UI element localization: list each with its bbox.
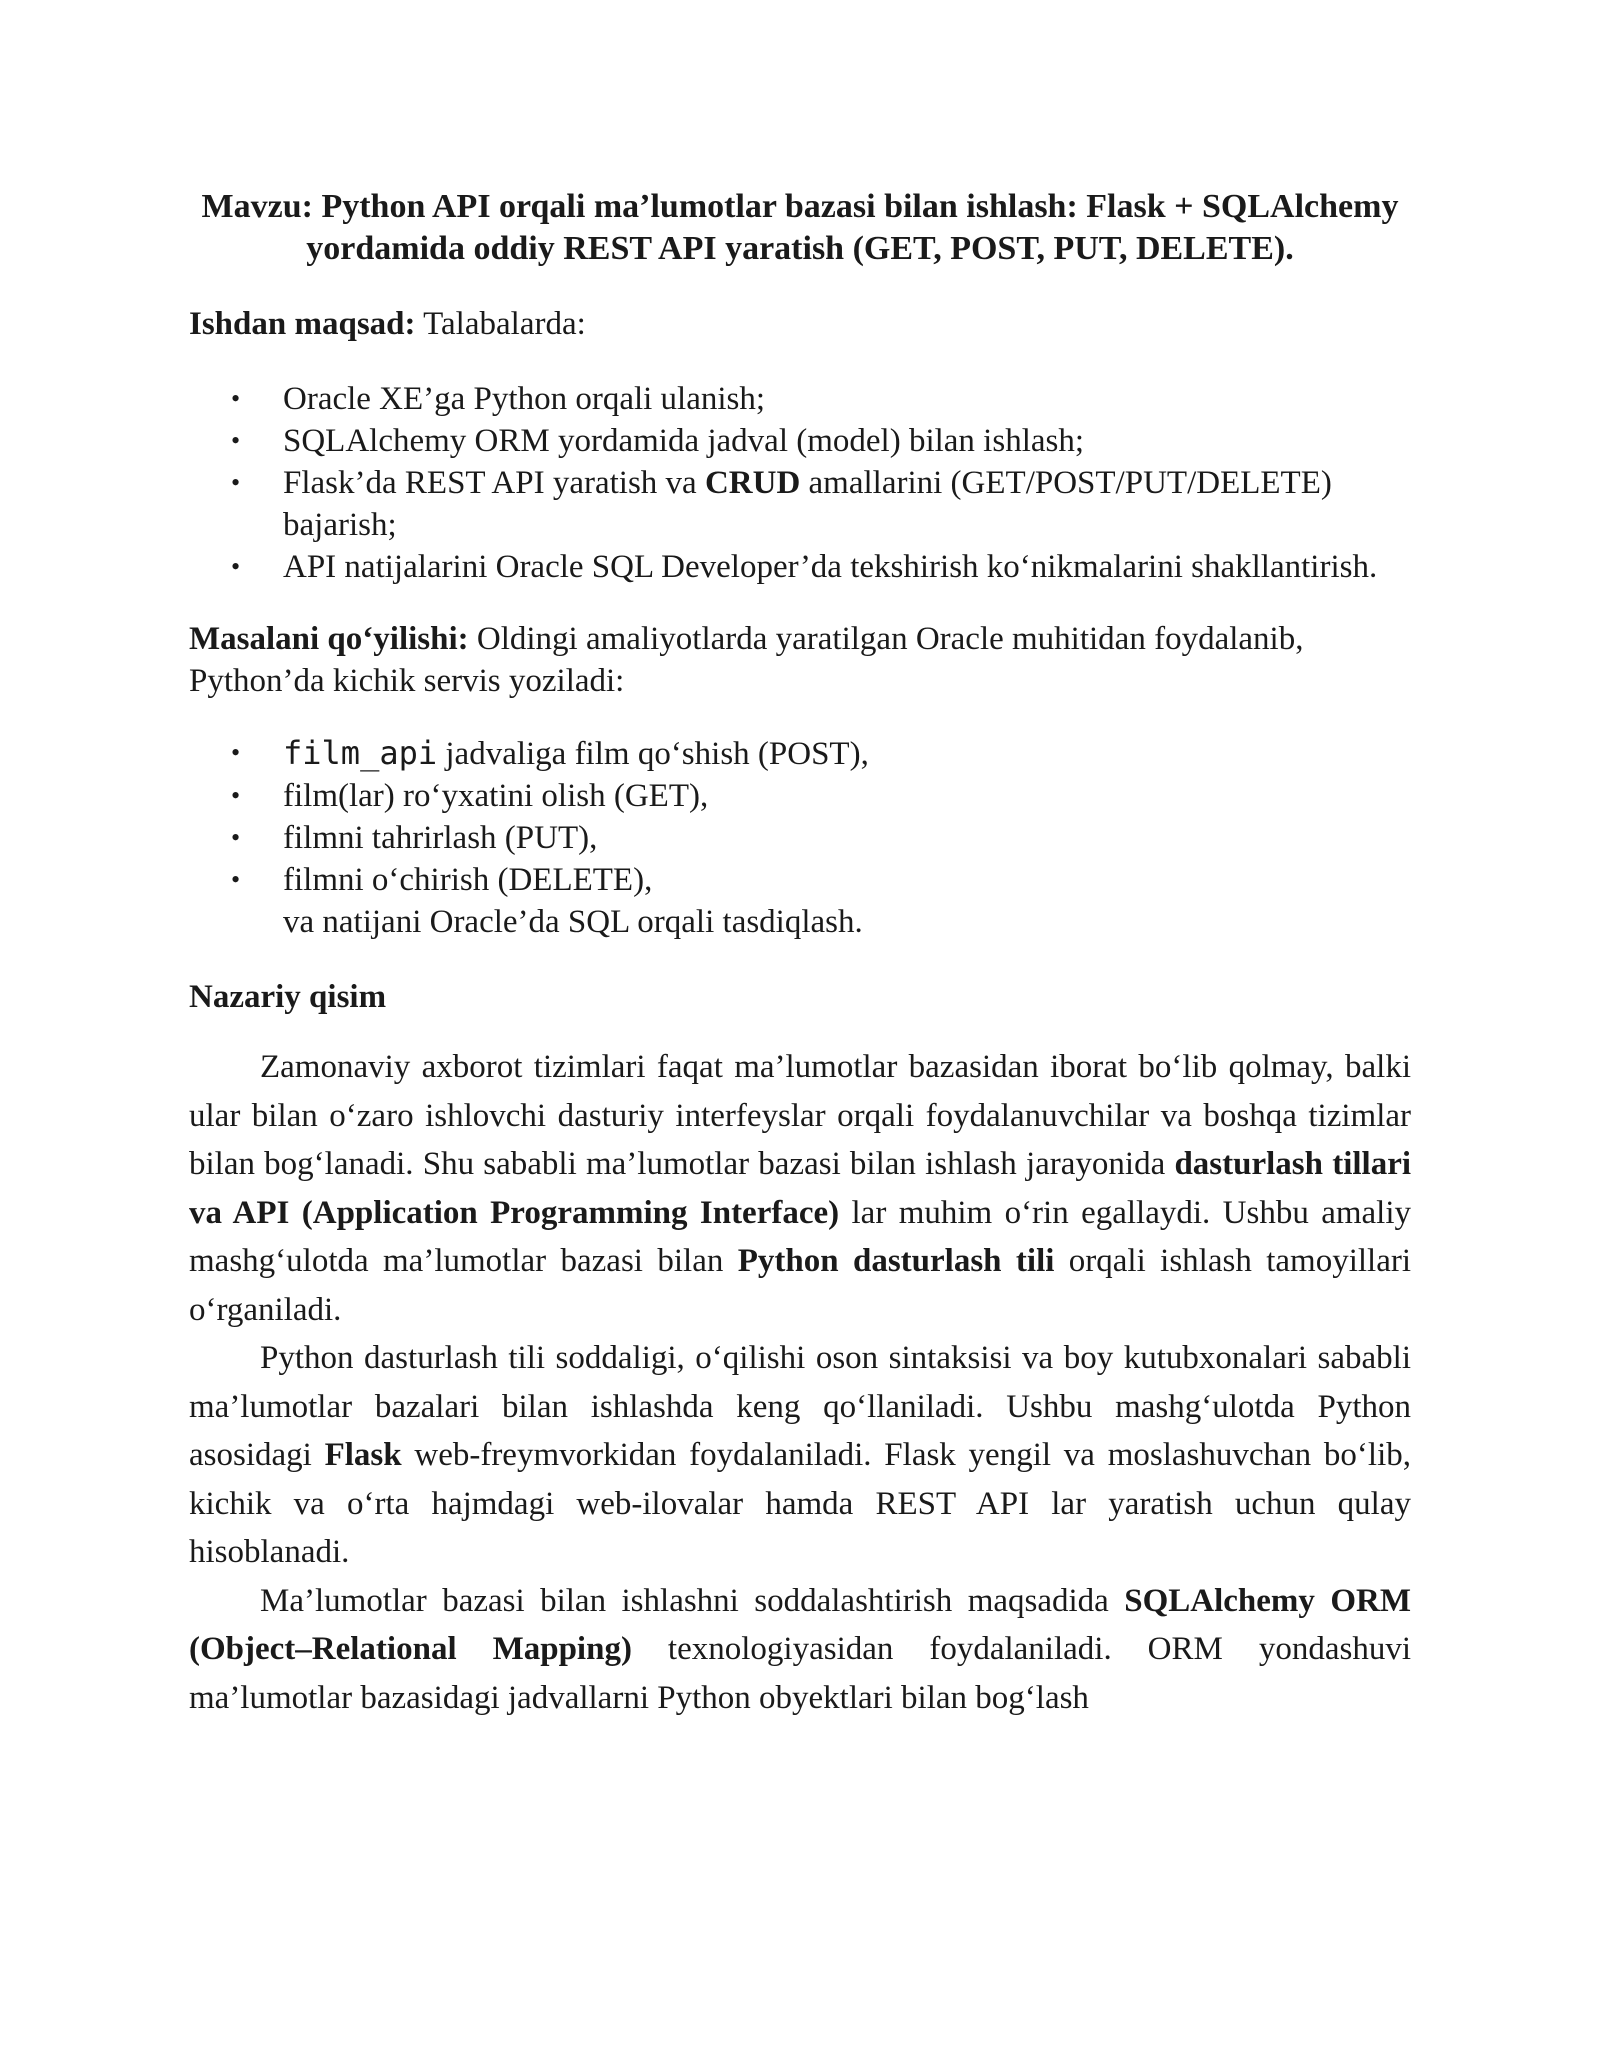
theory-paragraph-2 bbox=[189, 1334, 1411, 1577]
code-inline: film_api bbox=[283, 734, 438, 772]
text-run: Python dasturlash tili soddaligi, o‘qilishi oson sintaksisi va boy kutubxonalari sababli ma’lumotlar bazalari bilan ishlashda keng qo‘llaniladi. Ushbu mashg‘ulotda Python asosidagi bbox=[189, 1340, 1411, 1473]
list-item bbox=[189, 378, 1411, 420]
text-run: texnologiyasidan foydalaniladi. ORM yondashuvi ma’lumotlar bazasidagi jadvallarni Python obyektlari bilan bog‘lash bbox=[189, 1631, 1411, 1716]
text-run: web-freymvorkidan foydalaniladi. Flask yengil va moslashuvchan bo‘lib, kichik va o‘rta hajmdagi web-ilovalar hamda REST API lar yaratish uchun qulay hisoblanadi. bbox=[189, 1437, 1411, 1570]
objective-intro: Talabalarda: bbox=[415, 306, 586, 342]
list-item-text: SQLAlchemy ORM yordamida jadval (model) bilan ishlash; bbox=[283, 423, 1085, 459]
list-item-text: Oracle XE’ga Python orqali ulanish; bbox=[283, 381, 766, 417]
text-run: Ma’lumotlar bazasi bilan ishlashni soddalashtirish maqsadida bbox=[260, 1582, 1125, 1619]
bold-run: Python dasturlash tili bbox=[737, 1243, 1055, 1279]
list-item bbox=[189, 546, 1411, 588]
list-item bbox=[189, 732, 1411, 775]
crud-bold: CRUD bbox=[704, 465, 801, 501]
text-run: Zamonaviy axborot tizimlari faqat ma’lumotlar bazasidan iborat bo‘lib qolmay, balki ular bilan o‘zaro ishlovchi dasturiy interfeyslar orqali foydalanuvchilar va boshqa tizimlar bilan bog‘lanadi. Shu sababli ma’lumotlar bazasi bilan ishlash jarayonida bbox=[189, 1049, 1411, 1182]
text-run: orqali ishlash tamoyillari o‘rganiladi. bbox=[189, 1243, 1411, 1328]
text-run: lar muhim o‘rin egallaydi. Ushbu amaliy mashg‘ulotda ma’lumotlar bazasi bilan bbox=[189, 1194, 1411, 1279]
section-heading: Nazariy qisim bbox=[189, 979, 387, 1015]
page-content bbox=[189, 186, 1411, 1722]
objective-list bbox=[189, 378, 1411, 588]
task-text: Oldingi amaliyotlarda yaratilgan Oracle muhitidan foydalanib, Python’da kichik servis yoziladi: bbox=[189, 621, 1304, 699]
list-item-text: amallarini (GET/POST/PUT/DELETE) bajarish; bbox=[283, 465, 1332, 543]
list-item bbox=[189, 462, 1411, 546]
list-item bbox=[189, 420, 1411, 462]
document-title: Mavzu: Python API orqali ma’lumotlar bazasi bilan ishlash: Flask + SQLAlchemy yordamida oddiy REST API yaratish (GET, POST, PUT, DELETE). bbox=[201, 188, 1399, 267]
objective-paragraph bbox=[189, 300, 1411, 348]
bullet-icon: • bbox=[231, 552, 241, 581]
list-continuation: va natijani Oracle’da SQL orqali tasdiqlash. bbox=[283, 904, 863, 940]
list-item bbox=[189, 859, 1411, 943]
bold-run: dasturlash tillari va API (Application Programming Interface) bbox=[189, 1146, 1412, 1231]
list-item-text: Flask’da REST API yaratish va bbox=[283, 465, 705, 501]
list-item-text: jadvaliga film qo‘shish (POST), bbox=[437, 736, 869, 772]
task-label: Masalani qo‘yilishi: bbox=[189, 621, 469, 657]
task-paragraph bbox=[189, 618, 1411, 702]
list-item-text: film(lar) ro‘yxatini olish (GET), bbox=[283, 778, 709, 814]
task-list bbox=[189, 732, 1411, 943]
list-item-text: filmni o‘chirish (DELETE), bbox=[283, 862, 653, 898]
bullet-icon: • bbox=[231, 781, 241, 810]
list-item-text: API natijalarini Oracle SQL Developer’da tekshirish ko‘nikmalarini shakllantirish. bbox=[283, 549, 1378, 585]
bullet-icon: • bbox=[231, 426, 241, 455]
bullet-icon: • bbox=[231, 738, 241, 767]
bold-run: Flask bbox=[324, 1437, 402, 1473]
theory-paragraph-3 bbox=[189, 1577, 1411, 1723]
list-item bbox=[189, 775, 1411, 817]
bullet-icon: • bbox=[231, 468, 241, 497]
bullet-icon: • bbox=[231, 823, 241, 852]
list-item bbox=[189, 817, 1411, 859]
bullet-icon: • bbox=[231, 865, 241, 894]
objective-label: Ishdan maqsad: bbox=[189, 306, 416, 342]
theory-paragraph-1 bbox=[189, 1043, 1411, 1334]
list-item-text: filmni tahrirlash (PUT), bbox=[283, 820, 598, 856]
bold-run: SQLAlchemy ORM (Object–Relational Mapping) bbox=[189, 1582, 1411, 1667]
bullet-icon: • bbox=[231, 384, 241, 413]
